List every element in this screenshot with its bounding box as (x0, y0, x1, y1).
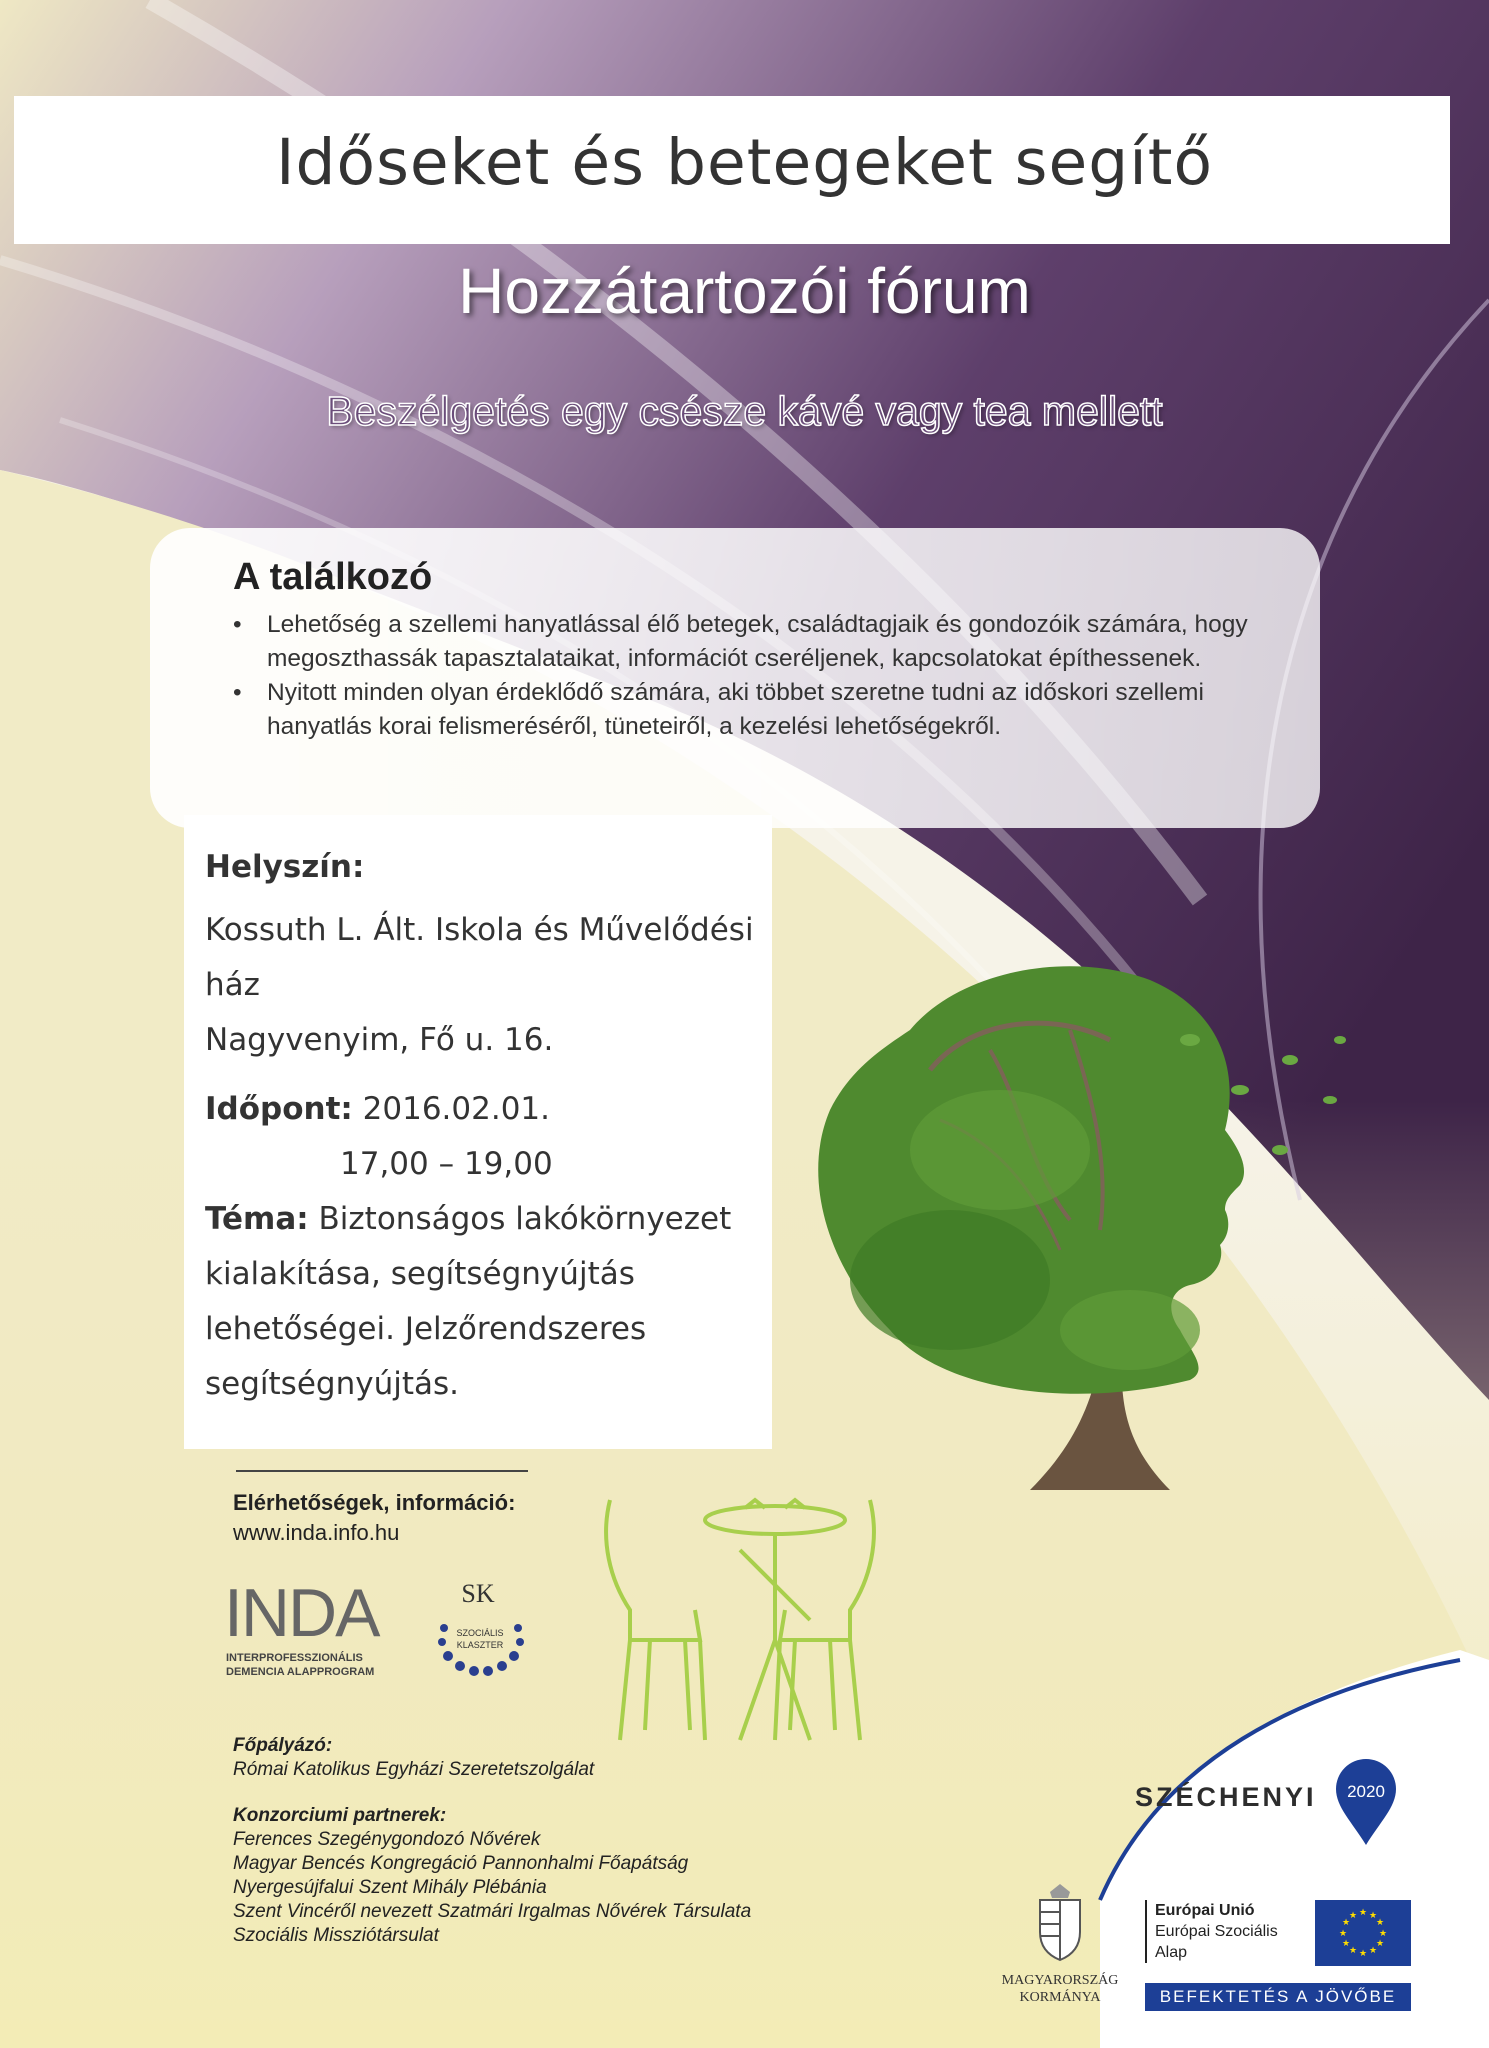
applicant-name: Római Katolikus Egyházi Szeretetszolgálat (233, 1759, 595, 1780)
sk-line: KLASZTER (456, 1640, 504, 1650)
meeting-item (233, 608, 1277, 676)
page-title: Időseket és betegeket segítő (275, 126, 1214, 199)
applicant-label: Főpályázó: (233, 1735, 333, 1756)
contact-block (233, 1488, 515, 1548)
eu-flag-icon (1315, 1900, 1411, 1966)
forum-title: Hozzátartozói fórum (458, 255, 1031, 327)
contact-label: Elérhetőségek, információ: (233, 1490, 516, 1515)
inda-sub-line: INTERPROFESSZIONÁLIS (226, 1652, 363, 1664)
tree-head-illustration (770, 950, 1370, 1510)
hungarian-coat-of-arms-icon (1028, 1882, 1092, 1970)
svg-text:★: ★ (1358, 1908, 1368, 1918)
eu-label (1145, 1900, 1278, 1963)
event-date: 2016.02.01. (362, 1091, 551, 1127)
location-pin-icon (1332, 1757, 1400, 1847)
meeting-list (233, 608, 1277, 744)
topic-label: Téma: (205, 1201, 309, 1237)
partner-item: Ferences Szegénygondozó Nővérek (233, 1829, 541, 1850)
svg-text:★: ★ (1378, 1929, 1388, 1939)
cafe-table-illustration (590, 1490, 890, 1750)
svg-text:★: ★ (1341, 1918, 1351, 1928)
website-link[interactable]: www.inda.info.hu (233, 1520, 400, 1545)
inda-sub-line: DEMENCIA ALAPPROGRAM (226, 1666, 375, 1678)
partner-item: Szociális Missziótársulat (233, 1925, 439, 1946)
meeting-heading: A találkozó (233, 556, 433, 598)
svg-text:★: ★ (1341, 1939, 1351, 1949)
location-line: Kossuth L. Ált. Iskola és Művelődési ház (205, 912, 754, 1003)
sk-letters: SK (461, 1579, 495, 1608)
svg-text:★: ★ (1368, 1911, 1378, 1921)
svg-text:★: ★ (1375, 1918, 1385, 1928)
meeting-item-text: Nyitott minden olyan érdeklődő számára, aki többet szeretne tudni az időskori szellemi hanyatlás korai felismeréséről, tüneteiről, a kezelési lehetőségekről. (267, 679, 1204, 740)
inda-logo-text: INDA (224, 1575, 379, 1651)
inda-logo-subtitle (226, 1651, 374, 1679)
svg-text:★: ★ (1348, 1911, 1358, 1921)
location-label: Helyszín: (205, 849, 365, 885)
partners-label: Konzorciumi partnerek: (233, 1805, 447, 1826)
bullet-icon: • (233, 611, 242, 638)
bullet-icon: • (233, 679, 242, 706)
subtitle: Beszélgetés egy csésze kávé vagy tea mellett (326, 388, 1163, 434)
event-topic: Biztonságos lakókörnyezet kialakítása, segítségnyújtás lehetőségei. Jelzőrendszeres segítségnyújtás. (205, 1201, 732, 1402)
meeting-item-text: Lehetőség a szellemi hanyatlással élő betegek, családtagjaik és gondozóik számára, hogy megoszthassák tapasztalataikat, információt cseréljenek, kapcsolatokat építhessenek. (267, 611, 1248, 672)
divider (236, 1470, 528, 1472)
slogan-banner: BEFEKTETÉS A JÖVŐBE (1145, 1983, 1411, 2011)
svg-text:★: ★ (1375, 1939, 1385, 1949)
time-label: Időpont: (205, 1091, 353, 1127)
government-line: MAGYARORSZÁG (1001, 1973, 1119, 1988)
partner-item: Nyergesújfalui Szent Mihály Plébánia (233, 1877, 547, 1898)
government-line: KORMÁNYA (1019, 1990, 1101, 2005)
partner-item: Szent Vincéről nevezett Szatmári Irgalmas Nővérek Társulata (233, 1901, 752, 1922)
svg-text:★: ★ (1368, 1946, 1378, 1956)
location-address: Nagyvenyim, Fő u. 16. (205, 1022, 554, 1058)
sk-line: SZOCIÁLIS (456, 1628, 504, 1638)
government-label (990, 1972, 1130, 2006)
svg-text:★: ★ (1358, 1949, 1368, 1959)
szocialis-klaszter-logo (430, 1578, 530, 1688)
szechenyi-logo-text: SZÉCHENYI (1135, 1782, 1317, 1812)
eu-line: Alap (1155, 1944, 1188, 1961)
szechenyi-year: 2020 (1347, 1782, 1385, 1801)
event-hours: 17,00 – 19,00 (340, 1146, 553, 1182)
sponsor-text (233, 1734, 793, 1948)
eu-line: Európai Unió (1155, 1902, 1255, 1919)
event-details (205, 840, 765, 1412)
svg-text:★: ★ (1348, 1946, 1358, 1956)
svg-text:★: ★ (1338, 1929, 1348, 1939)
meeting-item (233, 676, 1277, 744)
partner-item: Magyar Bencés Kongregáció Pannonhalmi Főapátság (233, 1853, 689, 1874)
eu-line: Európai Szociális (1155, 1923, 1278, 1940)
